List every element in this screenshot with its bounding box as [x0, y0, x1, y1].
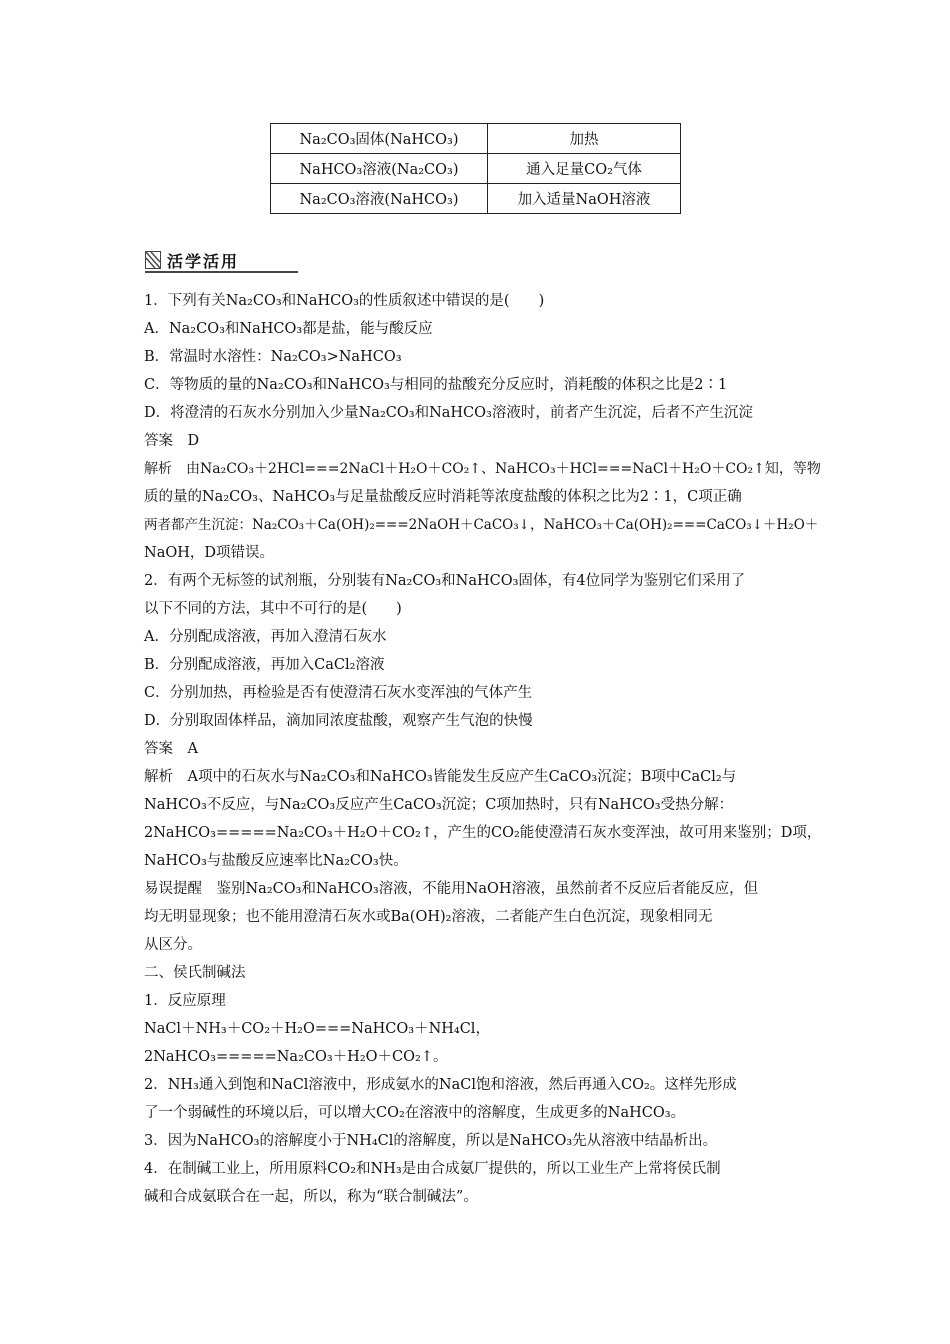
section-title: 活学活用 — [167, 252, 240, 271]
table-cell: Na₂CO₃溶液(NaHCO₃) — [271, 184, 488, 214]
answer-1: 答案 D — [144, 433, 200, 449]
tip-line: 易误提醒 鉴别Na₂CO₃和NaHCO₃溶液，不能用NaOH溶液，虽然前者不反应后者能反应，但 — [144, 881, 759, 897]
equation-line: NaCl＋NH₃＋CO₂＋H₂O===NaHCO₃＋NH₄Cl， — [144, 1021, 490, 1037]
point-1-heading: 1．反应原理 — [144, 993, 226, 1009]
option-b: B．分别配成溶液，再加入CaCl₂溶液 — [144, 657, 385, 673]
divider — [145, 271, 298, 273]
question-1: 1．下列有关Na₂CO₃和NaHCO₃的性质叙述中错误的是( ) — [144, 293, 545, 309]
option-d: D．分别取固体样品，滴加同浓度盐酸，观察产生气泡的快慢 — [144, 713, 533, 729]
section-heading — [145, 249, 298, 273]
table-cell: 加热 — [488, 124, 681, 154]
point-2-line: 2．NH₃通入到饱和NaCl溶液中，形成氨水的NaCl饱和溶液，然后再通入CO₂。这样先形成 — [144, 1077, 737, 1093]
tip-line: 从区分。 — [144, 937, 202, 953]
question-2: 以下不同的方法，其中不可行的是( ) — [144, 601, 402, 617]
point-4-line: 4．在制碱工业上，所用原料CO₂和NH₃是由合成氨厂提供的，所以工业生产上常将侯氏制 — [144, 1161, 721, 1177]
analysis-2-line: 解析 A项中的石灰水与Na₂CO₃和NaHCO₃皆能发生反应产生CaCO₃沉淀；B项中CaCl₂与 — [144, 769, 737, 785]
purification-table — [270, 123, 681, 214]
table-cell: NaHCO₃溶液(Na₂CO₃) — [271, 154, 488, 184]
option-c: C．等物质的量的Na₂CO₃和NaHCO₃与相同的盐酸充分反应时，消耗酸的体积之比是2∶1 — [144, 377, 728, 393]
analysis-2-line: NaHCO₃不反应，与Na₂CO₃反应产生CaCO₃沉淀；C项加热时，只有NaHCO₃受热分解： — [144, 797, 734, 813]
table-cell: 加入适量NaOH溶液 — [488, 184, 681, 214]
question-2: 2．有两个无标签的试剂瓶，分别装有Na₂CO₃和NaHCO₃固体，有4位同学为鉴别它们采用了 — [144, 573, 746, 589]
option-a: A．Na₂CO₃和NaHCO₃都是盐，能与酸反应 — [144, 321, 433, 337]
point-4-line: 碱和合成氨联合在一起，所以，称为“联合制碱法”。 — [144, 1189, 478, 1205]
table-row — [271, 154, 681, 184]
option-d: D．将澄清的石灰水分别加入少量Na₂CO₃和NaHCO₃溶液时，前者产生沉淀，后者不产生沉淀 — [144, 405, 753, 421]
analysis-1-line: NaOH，D项错误。 — [144, 545, 274, 561]
option-b: B．常温时水溶性：Na₂CO₃>NaHCO₃ — [144, 349, 402, 365]
analysis-1-line: 质的量的Na₂CO₃、NaHCO₃与足量盐酸反应时消耗等浓度盐酸的体积之比为2∶1，C项正确 — [144, 489, 742, 505]
analysis-2-line: NaHCO₃与盐酸反应速率比Na₂CO₃快。 — [144, 853, 408, 869]
analysis-1-line: 两者都产生沉淀：Na₂CO₃＋Ca(OH)₂===2NaOH＋CaCO₃↓，NaHCO₃＋Ca(OH)₂===CaCO₃↓＋H₂O＋ — [144, 517, 819, 533]
answer-2: 答案 A — [144, 741, 198, 757]
analysis-2-line: 2NaHCO₃=====Na₂CO₃＋H₂O＋CO₂↑，产生的CO₂能使澄清石灰水变浑浊，故可用来鉴别；D项， — [144, 825, 822, 841]
point-3-line: 3．因为NaHCO₃的溶解度小于NH₄Cl的溶解度，所以是NaHCO₃先从溶液中结晶析出。 — [144, 1133, 718, 1149]
diagonal-stripe-icon — [145, 251, 161, 269]
tip-line: 均无明显现象；也不能用澄清石灰水或Ba(OH)₂溶液，二者能产生白色沉淀，现象相同无 — [144, 909, 713, 925]
table-row — [271, 124, 681, 154]
analysis-1-line: 解析 由Na₂CO₃＋2HCl===2NaCl＋H₂O＋CO₂↑、NaHCO₃＋HCl===NaCl＋H₂O＋CO₂↑知，等物 — [144, 461, 821, 477]
option-a: A．分别配成溶液，再加入澄清石灰水 — [144, 629, 387, 645]
table-row — [271, 184, 681, 214]
point-2-line: 了一个弱碱性的环境以后，可以增大CO₂在溶液中的溶解度，生成更多的NaHCO₃。 — [144, 1105, 686, 1121]
table-cell: 通入足量CO₂气体 — [488, 154, 681, 184]
table-cell: Na₂CO₃固体(NaHCO₃) — [271, 124, 488, 154]
subsection-heading: 二、侯氏制碱法 — [144, 965, 246, 981]
option-c: C．分别加热，再检验是否有使澄清石灰水变浑浊的气体产生 — [144, 685, 533, 701]
equation-line: 2NaHCO₃=====Na₂CO₃＋H₂O＋CO₂↑。 — [144, 1049, 448, 1065]
